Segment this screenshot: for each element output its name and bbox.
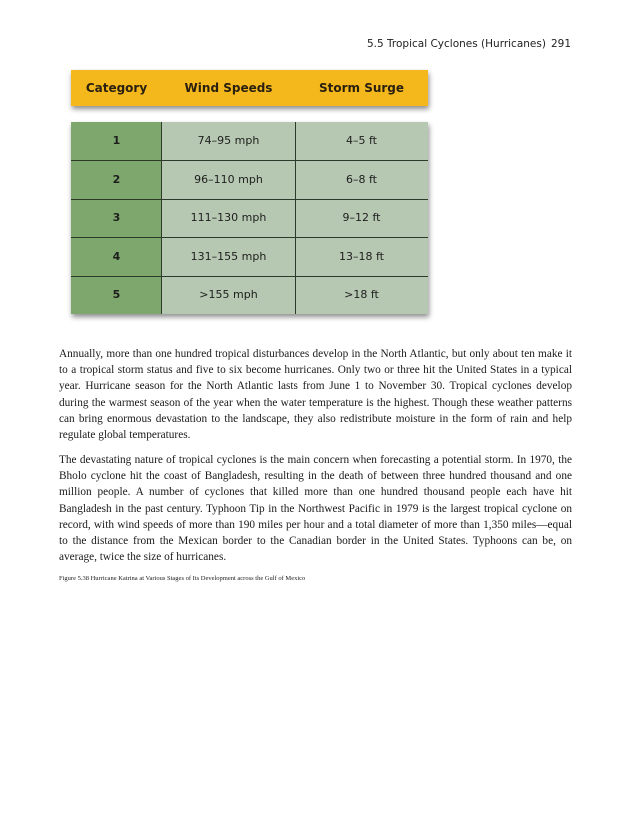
column-header-category: Category — [85, 81, 148, 95]
table-row — [71, 161, 428, 199]
row-divider — [71, 276, 428, 277]
category-table-body — [71, 122, 428, 314]
row-divider — [71, 160, 428, 161]
storm-surge-cell: 13–18 ft — [339, 250, 384, 263]
wind-speed-cell: 131–155 mph — [190, 250, 267, 263]
wind-speed-cell: >155 mph — [199, 288, 258, 301]
storm-surge-cell: 6–8 ft — [346, 173, 377, 186]
wind-speed-cell: 96–110 mph — [194, 173, 263, 186]
running-header — [367, 38, 571, 50]
column-divider — [161, 122, 162, 314]
column-header-wind-speeds: Wind Speeds — [184, 81, 273, 95]
column-divider — [295, 122, 296, 314]
table-row — [71, 122, 428, 160]
page-number: 291 — [550, 38, 571, 50]
table-row — [71, 276, 428, 314]
category-cell: 4 — [112, 250, 121, 263]
row-divider — [71, 199, 428, 200]
wind-speed-cell: 74–95 mph — [197, 134, 260, 147]
category-cell: 3 — [112, 211, 121, 224]
category-cell: 1 — [112, 134, 121, 147]
column-header-storm-surge: Storm Surge — [318, 81, 405, 95]
table-row — [71, 238, 428, 276]
wind-speed-cell: 111–130 mph — [190, 211, 267, 224]
storm-surge-cell: >18 ft — [344, 288, 379, 301]
body-paragraph: Annually, more than one hundred tropical disturbances develop in the North Atlantic, but only about ten make it to a tropical storm status and five to six become hurricanes. Only two or three hit the United States in a typical year. Hurricane season for the North Atlantic lasts from June 1 to November 30. Tropical cyclones develop during the warmest season of the year when the water temperature is the highest. Though these weather patterns can bring enormous devastation to the landscape, they also redistribute moisture in the form of rain and help regulate global temperatures. — [59, 348, 572, 442]
figure-caption: Figure 5.38 Hurricane Katrina at Various Stages of Its Development across the Gulf of Mexico — [59, 575, 306, 582]
storm-surge-cell: 9–12 ft — [342, 211, 381, 224]
category-cell: 5 — [112, 288, 121, 301]
storm-surge-cell: 4–5 ft — [346, 134, 377, 147]
category-table-header — [71, 70, 428, 106]
table-row — [71, 199, 428, 237]
category-cell: 2 — [112, 173, 121, 186]
body-paragraph: The devastating nature of tropical cyclones is the main concern when forecasting a potential storm. In 1970, the Bholo cyclone hit the coast of Bangladesh, resulting in the death of between three hundred thousand and one million people. A number of cyclones that killed more than one hundred thousand people each have hit Bangladesh in the past century. Typhoon Tip in the Northwest Pacific in 1979 is the largest tropical cyclone on record, with wind speeds of more than 190 miles per hour and a total diameter of more than 1,350 miles—equal to the distance from the Mexican border to the Canadian border in the United States. Typhoons can be, on average, twice the size of hurricanes. — [59, 454, 572, 564]
row-divider — [71, 237, 428, 238]
section-title: 5.5 Tropical Cyclones (Hurricanes) — [367, 38, 546, 50]
